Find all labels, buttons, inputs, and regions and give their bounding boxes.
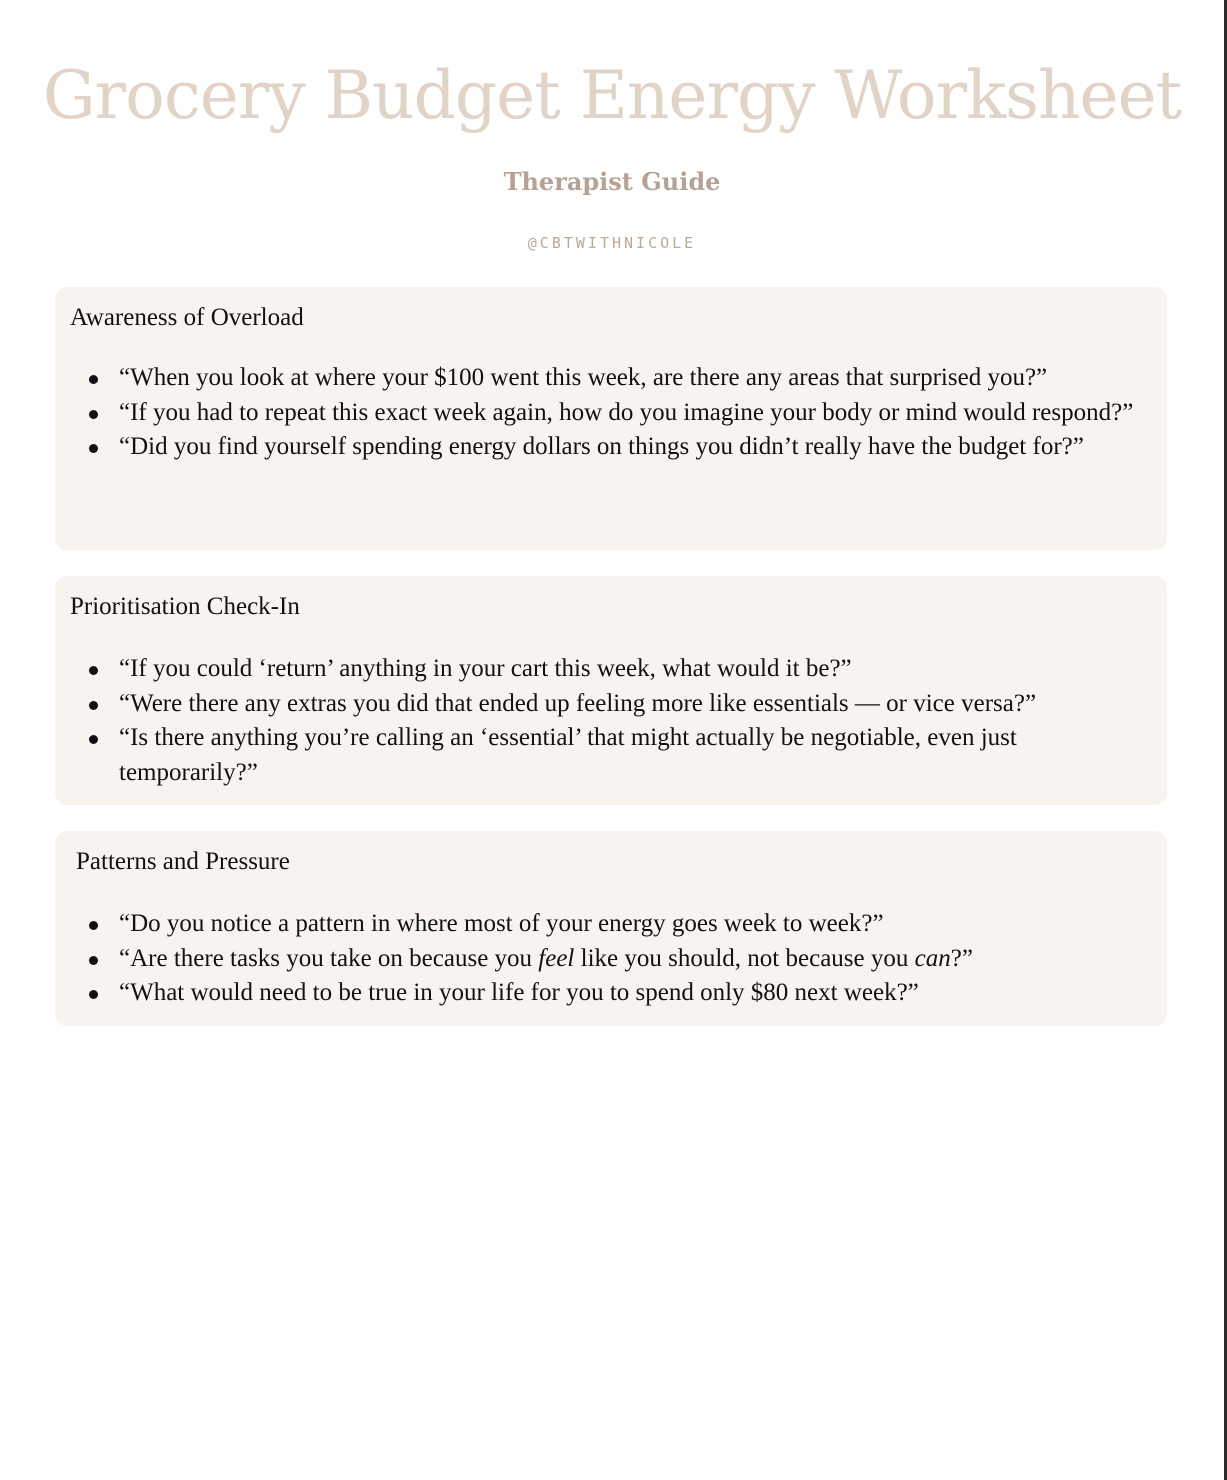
bullet-icon	[89, 735, 98, 744]
bullet-icon	[89, 990, 98, 999]
page-title: Grocery Budget Energy Worksheet	[42, 57, 1182, 134]
bullet-icon	[89, 444, 98, 453]
section-heading: Prioritisation Check-In	[70, 593, 300, 620]
question-list	[55, 361, 1145, 465]
section-heading: Awareness of Overload	[70, 304, 304, 331]
section-heading: Patterns and Pressure	[76, 848, 290, 875]
emphasis-feel: feel	[538, 944, 575, 972]
bullet-icon	[89, 956, 98, 965]
bullet-icon	[89, 410, 98, 419]
bullet-icon	[89, 375, 98, 384]
question-list	[55, 907, 1145, 1011]
page-subtitle: Therapist Guide	[503, 167, 721, 196]
list-item: “Did you find yourself spending energy dollars on things you didn’t really have the budget for?”	[55, 430, 1145, 465]
section-prioritisation-check-in	[55, 576, 1167, 805]
question-list	[55, 652, 1145, 790]
list-item: “Are there tasks you take on because you feel like you should, not because you can?”	[55, 942, 1145, 977]
emphasis-can: can	[914, 944, 951, 972]
list-item: “What would need to be true in your life for you to spend only $80 next week?”	[55, 976, 1145, 1011]
section-awareness-of-overload	[55, 287, 1167, 550]
list-item: “Do you notice a pattern in where most of your energy goes week to week?”	[55, 907, 1145, 942]
list-item: “If you could ‘return’ anything in your cart this week, what would it be?”	[55, 652, 1145, 687]
author-handle: @CBTWITHNICOLE	[527, 234, 697, 252]
bullet-icon	[89, 701, 98, 710]
list-item: “If you had to repeat this exact week again, how do you imagine your body or mind would respond?”	[55, 396, 1145, 431]
list-item: “When you look at where your $100 went this week, are there any areas that surprised you?”	[55, 361, 1145, 396]
bullet-icon	[89, 921, 98, 930]
list-item: “Were there any extras you did that ended up feeling more like essentials — or vice versa?”	[55, 687, 1145, 722]
bullet-icon	[89, 666, 98, 675]
section-patterns-and-pressure	[55, 831, 1167, 1026]
list-item: “Is there anything you’re calling an ‘essential’ that might actually be negotiable, even just temporarily?”	[55, 721, 1145, 790]
